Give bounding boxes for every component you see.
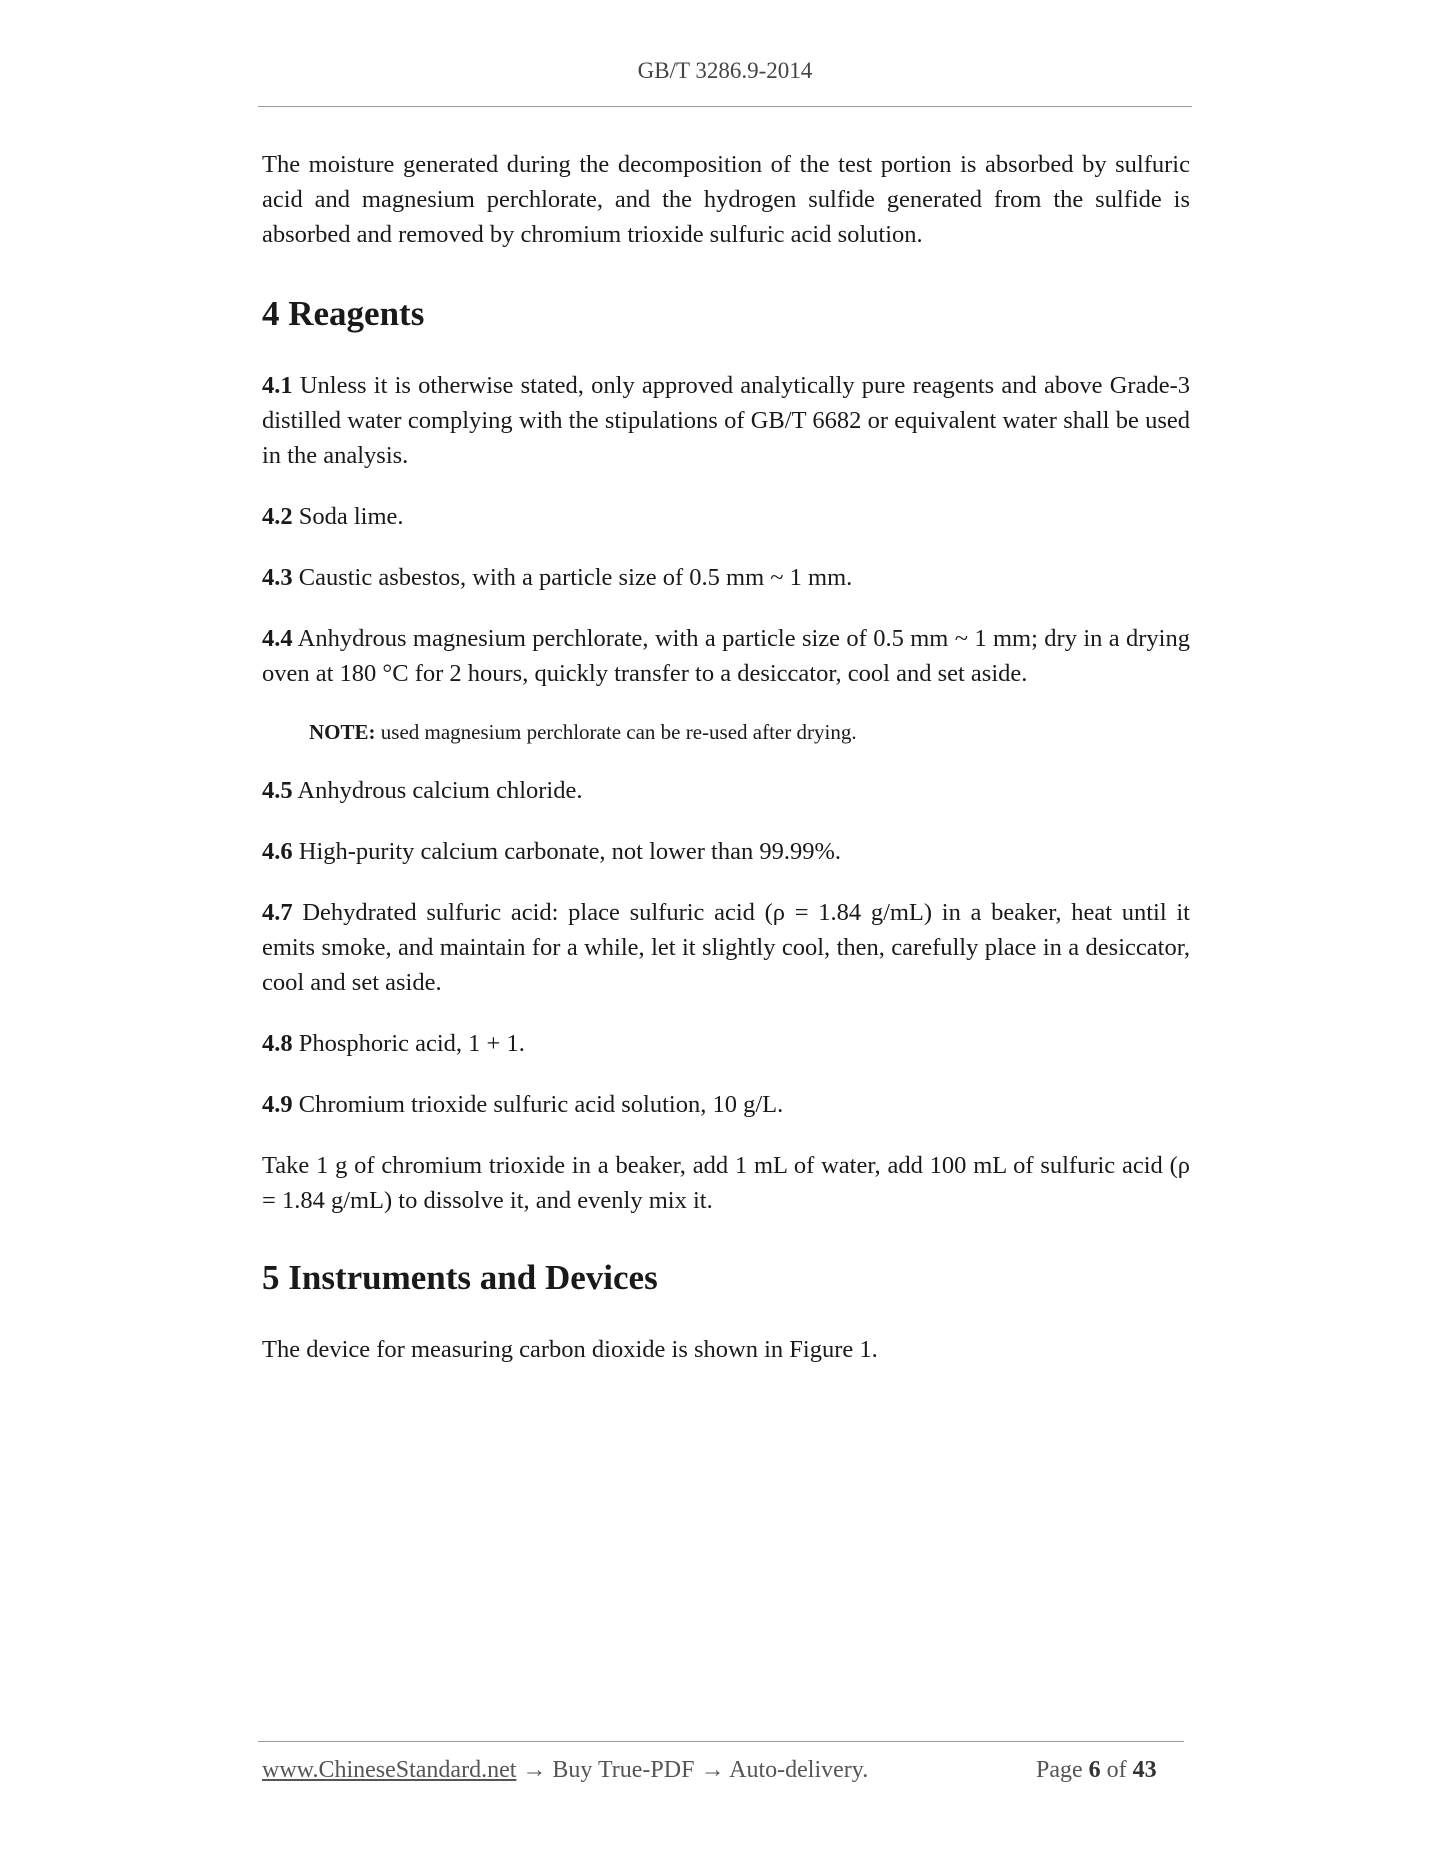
clause-4-1 xyxy=(262,368,1190,473)
clause-4-4 xyxy=(262,621,1190,691)
page-label: Page xyxy=(1036,1757,1089,1783)
website-link[interactable]: www.ChineseStandard.net xyxy=(262,1757,517,1783)
clause-text: Soda lime. xyxy=(292,503,404,530)
note-text: used magnesium perchlorate can be re-used after drying. xyxy=(375,720,857,744)
clause-text: Phosphoric acid, 1 + 1. xyxy=(292,1030,525,1057)
clause-number: 4.4 xyxy=(262,625,293,652)
clause-4-8 xyxy=(262,1026,1190,1061)
clause-number: 4.1 xyxy=(262,372,293,399)
arrow-icon: → xyxy=(694,1757,730,1783)
clause-4-9 xyxy=(262,1087,1190,1122)
clause-text: Anhydrous calcium chloride. xyxy=(292,777,583,804)
clause-4-3 xyxy=(262,560,1190,595)
clause-4-7 xyxy=(262,895,1190,1000)
total-pages: 43 xyxy=(1132,1757,1157,1783)
clause-text: Caustic asbestos, with a particle size of 0.5 mm ~ 1 mm. xyxy=(292,564,853,591)
clause-text: Chromium trioxide sulfuric acid solution, 10 g/L. xyxy=(292,1091,784,1118)
clause-text: High-purity calcium carbonate, not lower than 99.99%. xyxy=(292,838,841,865)
page-number xyxy=(1036,1757,1157,1784)
header-divider xyxy=(258,106,1192,107)
section-4-heading: 4 Reagents xyxy=(262,294,425,333)
arrow-icon: → xyxy=(516,1757,553,1783)
clause-number: 4.9 xyxy=(262,1091,293,1118)
note-label: NOTE: xyxy=(309,720,376,744)
delivery-text: Auto-delivery. xyxy=(729,1757,869,1783)
clause-number: 4.3 xyxy=(262,564,293,591)
clause-number: 4.5 xyxy=(262,777,293,804)
of-label: of xyxy=(1100,1757,1133,1783)
clause-text: Dehydrated sulfuric acid: place sulfuric acid (ρ = 1.84 g/mL) in a beaker, heat until it emits smoke, and maintain for a while, let it slightly cool, then, carefully place in a desiccator, cool and set aside. xyxy=(262,899,1190,996)
page-header: GB/T 3286.9-2014 xyxy=(637,58,813,83)
section-5-paragraph: The device for measuring carbon dioxide is shown in Figure 1. xyxy=(262,1336,878,1363)
intro-paragraph: The moisture generated during the decomposition of the test portion is absorbed by sulfuric acid and magnesium perchlorate, and the hydrogen sulfide generated from the sulfide is absorbed and removed by chromium trioxide sulfuric acid solution. xyxy=(262,151,1190,248)
clause-text: Unless it is otherwise stated, only approved analytically pure reagents and above Grade-3 distilled water complying with the stipulations of GB/T 6682 or equivalent water shall be used in the analysis. xyxy=(262,372,1190,469)
current-page: 6 xyxy=(1088,1757,1101,1783)
clause-4-6 xyxy=(262,834,1190,869)
clause-4-5 xyxy=(262,773,1190,808)
footer-promo xyxy=(262,1757,868,1784)
section-5-heading: 5 Instruments and Devices xyxy=(262,1258,658,1297)
clause-number: 4.6 xyxy=(262,838,293,865)
footer-divider xyxy=(258,1741,1184,1742)
clause-number: 4.7 xyxy=(262,899,293,926)
clause-text: Anhydrous magnesium perchlorate, with a particle size of 0.5 mm ~ 1 mm; dry in a drying oven at 180 °C for 2 hours, quickly transfer to a desiccator, cool and set aside. xyxy=(262,625,1190,687)
clause-number: 4.2 xyxy=(262,503,293,530)
buy-text: Buy True-PDF xyxy=(552,1757,695,1783)
clause-number: 4.8 xyxy=(262,1030,293,1057)
page-content xyxy=(262,147,1190,1393)
preparation-paragraph: Take 1 g of chromium trioxide in a beaker, add 1 mL of water, add 100 mL of sulfuric acid (ρ = 1.84 g/mL) to dissolve it, and evenly mix it. xyxy=(262,1152,1190,1214)
clause-4-2 xyxy=(262,499,1190,534)
note xyxy=(309,717,1190,747)
